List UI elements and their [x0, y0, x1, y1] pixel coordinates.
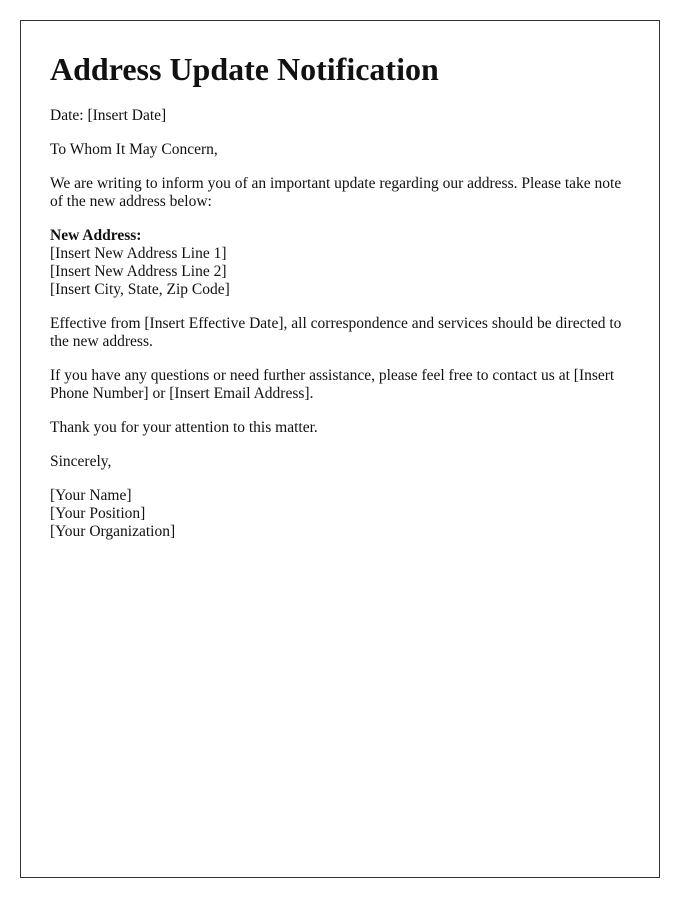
date-line: Date: [Insert Date] [50, 107, 167, 124]
signature-block [50, 487, 630, 541]
signature-position: [Your Position] [50, 505, 146, 522]
signature-name: [Your Name] [50, 487, 132, 504]
effective-paragraph: Effective from [Insert Effective Date], all correspondence and services should be directed to the new address. [50, 315, 622, 350]
thanks-paragraph: Thank you for your attention to this matter. [50, 419, 318, 436]
letter-page [20, 20, 660, 878]
salutation: To Whom It May Concern, [50, 141, 218, 158]
contact-paragraph: If you have any questions or need further assistance, please feel free to contact us at [Insert Phone Number] or [Insert Email Address]. [50, 367, 615, 402]
intro-paragraph: We are writing to inform you of an important update regarding our address. Please take note of the new address below: [50, 175, 622, 210]
signature-organization: [Your Organization] [50, 523, 176, 540]
address-city-state-zip: [Insert City, State, Zip Code] [50, 281, 230, 298]
new-address-block [50, 227, 630, 299]
address-line-2: [Insert New Address Line 2] [50, 263, 227, 280]
page-title: Address Update Notification [50, 51, 439, 87]
closing: Sincerely, [50, 453, 112, 470]
address-line-1: [Insert New Address Line 1] [50, 245, 227, 262]
new-address-label: New Address: [50, 227, 142, 244]
